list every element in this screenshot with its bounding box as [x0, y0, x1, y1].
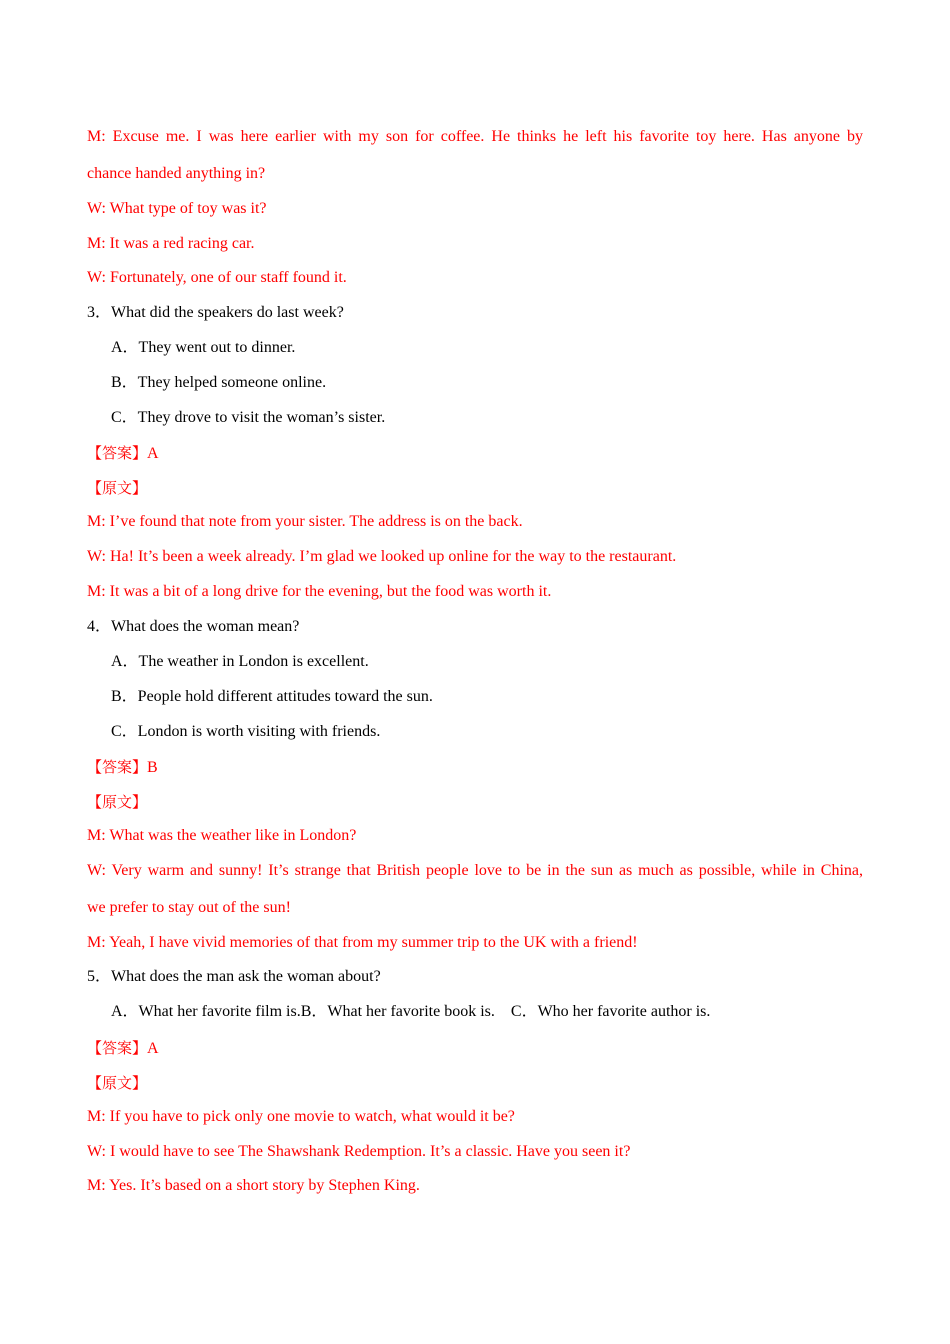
transcript-line: M: I’ve found that note from your sister. The address is on the back.: [87, 513, 523, 530]
transcript-line: chance handed anything in?: [87, 165, 266, 182]
question-4: 4．What does the woman mean?: [87, 618, 300, 635]
option-c: C．They drove to visit the woman’s sister.: [111, 409, 386, 426]
answer-value: B: [147, 759, 158, 776]
answer-line: [87, 757, 158, 778]
options-row: A．What her favorite film is.B．What her favorite book is. C．Who her favorite author is.: [111, 1003, 711, 1020]
transcript-line: W: Ha! It’s been a week already. I’m glad we looked up online for the way to the restaurant.: [87, 548, 677, 565]
transcript-line: W: Very warm and sunny! It’s strange that British people love to be in the sun as much as possible, while in China,: [87, 862, 863, 879]
transcript-line: W: What type of toy was it?: [87, 200, 267, 217]
script-label: 【原文】: [87, 479, 148, 497]
question-3: 3．What did the speakers do last week?: [87, 304, 344, 321]
transcript-line: M: Yeah, I have vivid memories of that from my summer trip to the UK with a friend!: [87, 934, 638, 951]
transcript-line: M: It was a red racing car.: [87, 235, 255, 252]
option-b: B．People hold different attitudes toward the sun.: [111, 688, 433, 705]
option-b: B．They helped someone online.: [111, 374, 327, 391]
option-c: C．London is worth visiting with friends.: [111, 723, 381, 740]
answer-value: A: [147, 445, 159, 462]
transcript-line: W: I would have to see The Shawshank Redemption. It’s a classic. Have you seen it?: [87, 1143, 631, 1160]
answer-label: 【答案】: [87, 444, 148, 462]
transcript-line: M: It was a bit of a long drive for the evening, but the food was worth it.: [87, 583, 552, 600]
script-label: 【原文】: [87, 1074, 148, 1092]
answer-label: 【答案】: [87, 1039, 148, 1057]
transcript-line: M: Yes. It’s based on a short story by Stephen King.: [87, 1177, 420, 1194]
answer-value: A: [147, 1040, 159, 1057]
transcript-line: M: If you have to pick only one movie to watch, what would it be?: [87, 1108, 515, 1125]
answer-line: [87, 443, 159, 464]
transcript-line: M: Excuse me. I was here earlier with my son for coffee. He thinks he left his favorite toy here. Has anyone by: [87, 128, 863, 145]
question-5: 5．What does the man ask the woman about?: [87, 968, 381, 985]
option-a: A．They went out to dinner.: [111, 339, 296, 356]
option-a: A．The weather in London is excellent.: [111, 653, 369, 670]
transcript-line: W: Fortunately, one of our staff found it.: [87, 269, 347, 286]
script-label: 【原文】: [87, 793, 148, 811]
answer-label: 【答案】: [87, 758, 148, 776]
transcript-line: we prefer to stay out of the sun!: [87, 899, 291, 916]
answer-line: [87, 1038, 159, 1059]
transcript-line: M: What was the weather like in London?: [87, 827, 357, 844]
